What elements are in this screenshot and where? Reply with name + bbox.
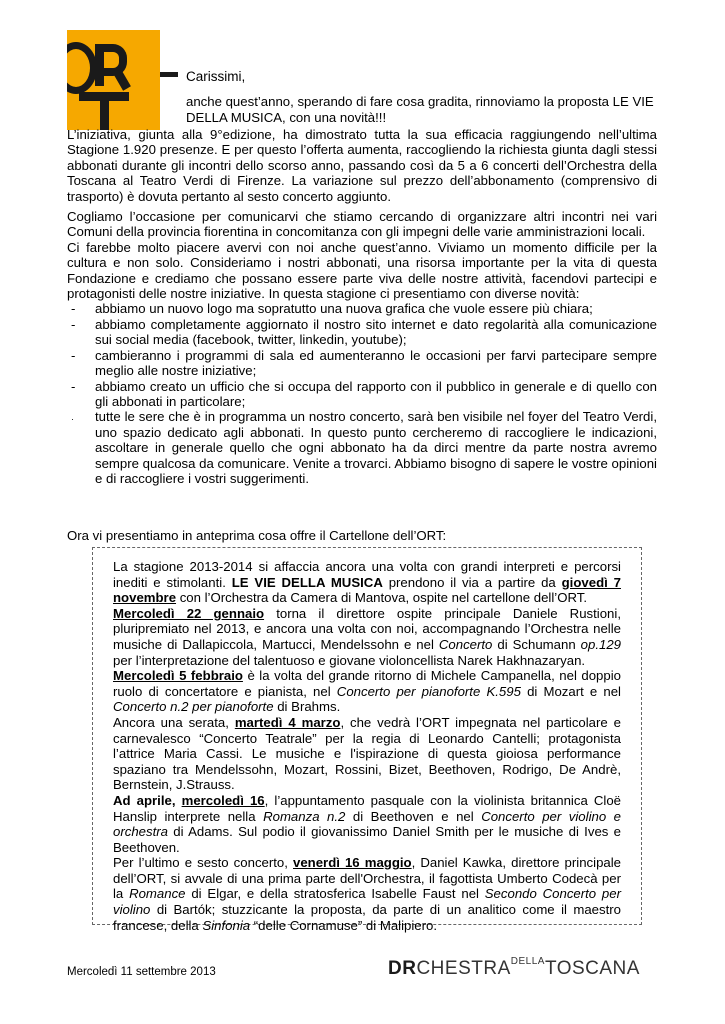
date-concert-3: Mercoledì 5 febbraio xyxy=(113,668,243,684)
date-concert-4: martedì 4 marzo xyxy=(234,714,341,730)
concert-1: La stagione 2013-2014 si affaccia ancora una volta con grandi interpreti e percorsi inediti e stimolanti. LE VIE DELLA MUSICA prendono il via a partire da giovedì 7 novembre con l’Orchestra da Camera di Mantova, ospite nel cartellone dell’ORT. xyxy=(113,559,621,606)
greeting: Carissimi, xyxy=(186,69,246,84)
logo-letter-r xyxy=(95,44,133,86)
paragraph-edition: L’iniziativa, giunta alla 9°edizione, ha dimostrato tutta la sua efficacia raggiungendo nell’ultima Stagione 1.920 presenze. E per questo l’offerta aumenta, raccogliendo la richiesta giunta dagli stessi abbonati durante gli incontri dello scorso anno, passando così da 5 a 6 concerti dell’Orchestra della Toscana al Teatro Verdi di Firenze. La variazione sul prezzo dell’abbonamento (comprensivo di trasporto) è dovuta pertanto al sesto concerto aggiunto. xyxy=(67,127,657,204)
paragraph-novita: Ci farebbe molto piacere avervi con noi anche quest’anno. Viviamo un momento difficile per la cultura e non solo. Consideriamo i nostri abbonati, una risorsa importante per la vita di questa Fondazione e crediamo che possano essere parte viva delle nostre attività, facendovi partecipi e protagonisti delle nostre iniziative. In questa stagione ci presentiamo con diverse novità: xyxy=(67,239,657,302)
ort-logo xyxy=(67,30,160,130)
paragraph-comuni: Cogliamo l’occasione per comunicarvi che stiamo cercando di organizzare altri incontri nei vari Comuni della provincia fiorentina in concomitanza con gli impegni delle varie amministrazioni locali. xyxy=(67,209,657,240)
letter-body xyxy=(67,127,657,486)
list-item: - abbiamo un nuovo logo ma sopratutto una nuova grafica che vuole essere più chiara; xyxy=(67,301,657,316)
footer-orchestra-logo: $DRCHESTRA^{DELLA}TOSCANA$ xyxy=(388,956,640,979)
date-concert-6: venerdì 16 maggio xyxy=(293,855,412,871)
concert-6: Per l’ultimo e sesto concerto, venerdì 16 maggio, Daniel Kawka, direttore principale dell’ORT, si avvale di una prima parte dell'Orchestra, il fagottista Umberto Codecà per la Romance di Elgar, e della stratosferica Isabelle Faust nel Secondo Concerto per violino di Bartók; stuzzicante la proposta, da parte di un analitico come il maestro francese, della Sinfonia “delle Cornamuse” di Malipiero. xyxy=(113,855,621,933)
concert-4: Ancora una serata, martedì 4 marzo, che vedrà l’ORT impegnata nel particolare e carnevalesco “Concerto Teatrale” per la regia di Leonardo Cantelli; protagonista l’attrice Maria Cassi. Le musiche e l'ispirazione di questa gioiosa performance spaziano tra Mendelssohn, Mozart, Rossini, Bizet, Beethoven, Rodrigo, De Andrè, Bernstein, J.Strauss. xyxy=(113,714,621,793)
footer-date: Mercoledì 11 settembre 2013 xyxy=(67,966,216,978)
date-concert-1: giovedì 7 novembre xyxy=(113,574,621,606)
intro-text: anche quest’anno, sperando di fare cosa gradita, rinnoviamo la proposta LE VIE DELLA MUSICA, con una novità!!! xyxy=(186,94,654,125)
date-concert-2: Mercoledì 22 gennaio xyxy=(113,605,265,621)
list-item: - abbiamo creato un ufficio che si occupa del rapporto con il pubblico in generale e di quello con gli abbonati in particolare; xyxy=(67,379,657,410)
list-item: · tutte le sere che è in programma un nostro concerto, sarà ben visibile nel foyer del Teatro Verdi, uno spazio dedicato agli abbonati. In questo punto cercheremo di raccogliere le indicazioni, ascoltare in generale quello che ogni abbonato ha da dirci mentre da parte nostra avremo sempre qualcosa da comunicare. Venite a trovarci. Abbiamo bisogno di sapere le vostre opinioni e di raccogliere i vostri suggerimenti. xyxy=(67,409,657,486)
logo-dash xyxy=(160,72,178,77)
cartellone-intro: Ora vi presentiamo in anteprima cosa offre il Cartellone dell’ORT: xyxy=(67,528,447,543)
concert-5: Ad aprile, mercoledì 16, l’appuntamento pasquale con la violinista britannica Cloë Hanslip interprete nella Romanza n.2 di Beethoven e nel Concerto per violino e orchestra di Adams. Sul podio il giovanissimo Daniel Smith per le musiche di Ives e Beethoven. xyxy=(113,792,622,855)
concert-3: Mercoledì 5 febbraio è la volta del grande ritorno di Michele Campanella, nel doppio ruolo di concertatore e pianista, nel Concerto per pianoforte K.595 di Mozart e nel Concerto n.2 per pianoforte di Brahms. xyxy=(113,668,621,715)
novita-list xyxy=(67,301,657,486)
cartellone-text xyxy=(113,559,621,933)
list-item: - cambieranno i programmi di sala ed aumenteranno le occasioni per farvi partecipare sempre meglio alle nostre iniziative; xyxy=(67,348,657,379)
list-item: - abbiamo completamente aggiornato il nostro sito internet e dato regolarità alla comunicazione sui social media (facebook, twitter, linkedin, youtube); xyxy=(67,317,657,348)
concert-2: Mercoledì 22 gennaio torna il direttore ospite principale Daniele Rustioni, pluripremiato nel 2013, e ancora una volta con noi, accompagnando l’Orchestra nelle musiche di Dallapiccola, Martucci, Mendelssohn e nel Concerto di Schumann op.129 per l’interpretazione del talentuoso e giovane violoncellista Narek Hakhnazaryan. xyxy=(113,605,621,668)
logo-letter-o xyxy=(67,42,97,94)
date-concert-5: mercoledì 16 xyxy=(181,792,265,808)
logo-letter-t-stem xyxy=(100,92,109,130)
